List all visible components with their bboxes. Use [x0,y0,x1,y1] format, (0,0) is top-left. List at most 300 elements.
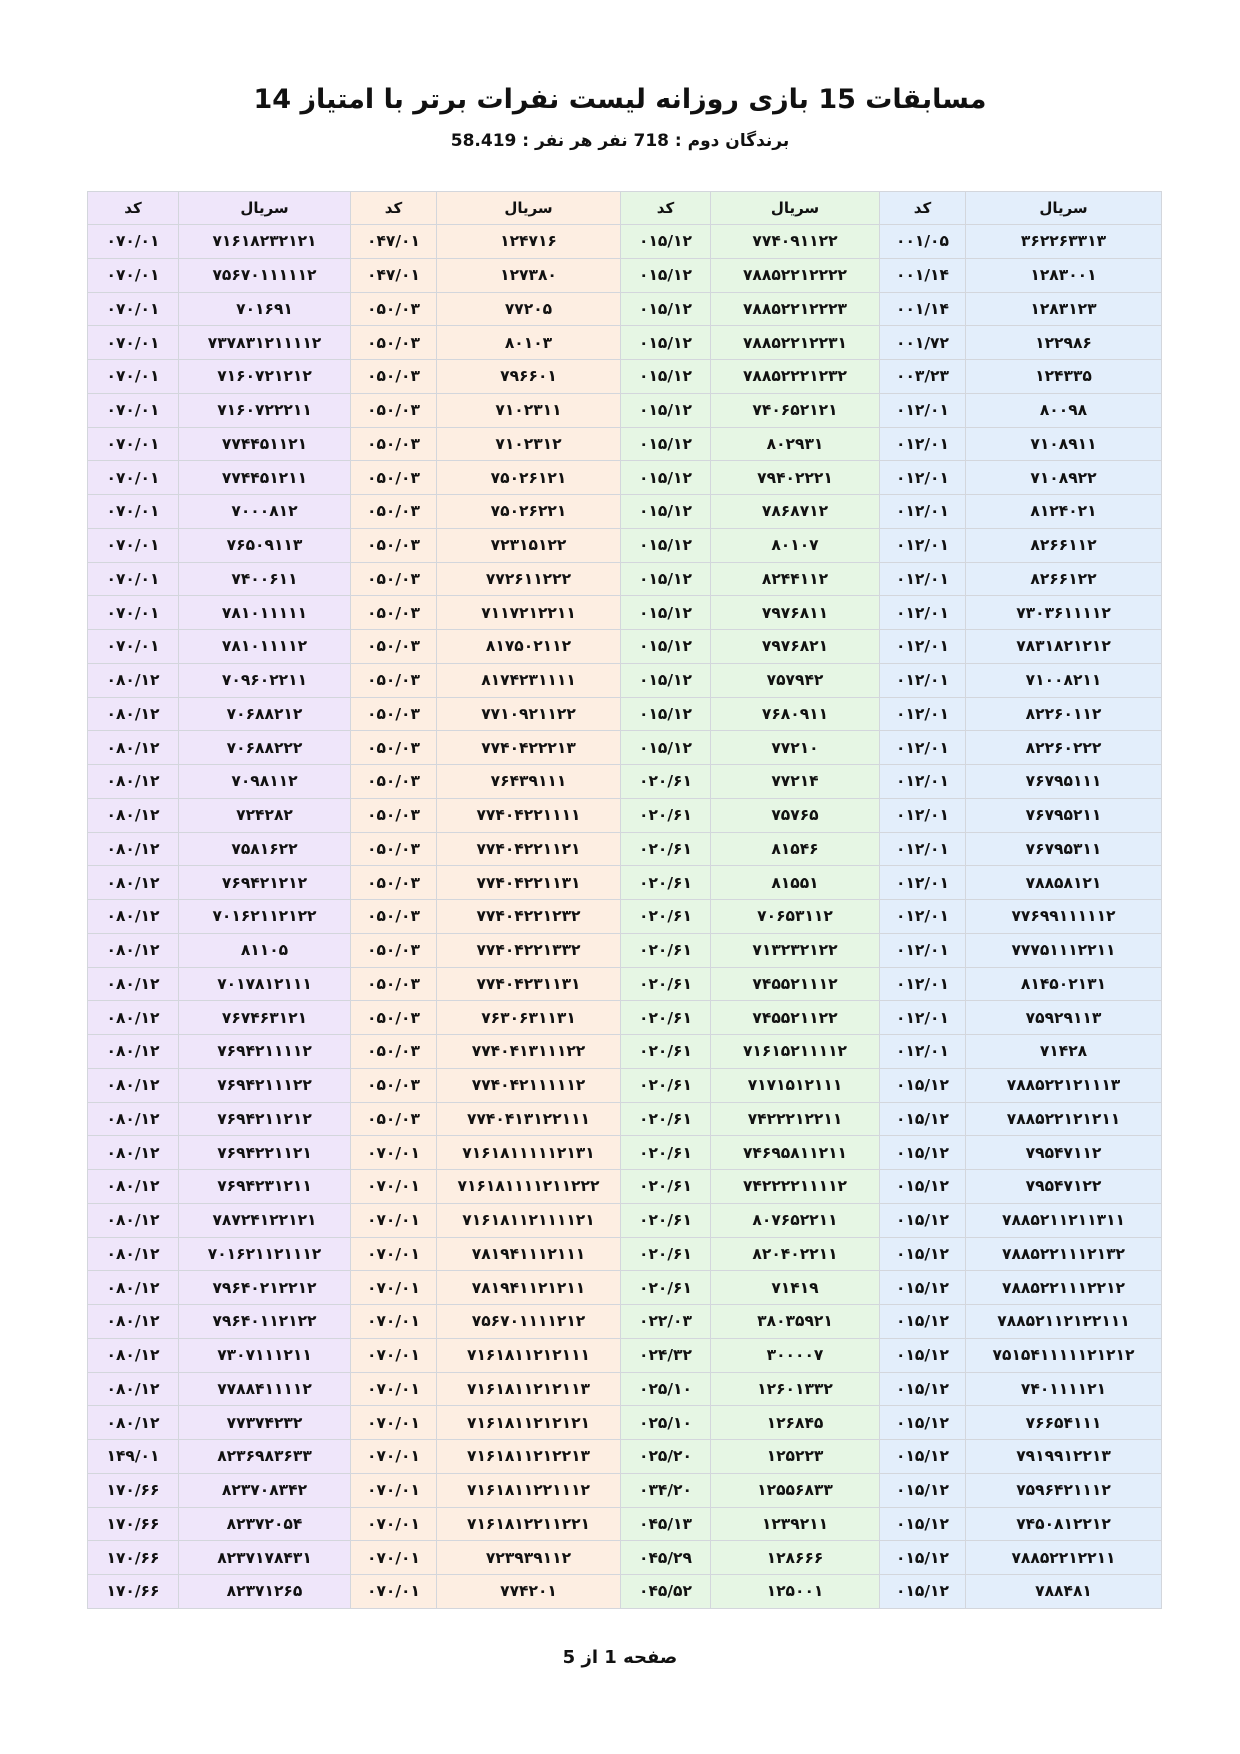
serial-cell: ۷۶۳۰۶۳۱۱۳۱ [437,1001,621,1035]
code-cell: ۰۷۰/۰۱ [88,326,179,360]
serial-cell: ۷۴۶۹۵۸۱۱۲۱۱ [711,1136,880,1170]
code-cell: ۰۸۰/۱۲ [88,900,179,934]
code-cell: ۰۱۲/۰۱ [880,866,966,900]
code-cell: ۰۵۰/۰۳ [351,1068,437,1102]
serial-cell: ۷۵۹۲۹۱۱۳ [966,1001,1162,1035]
serial-cell: ۷۳۷۸۳۱۲۱۱۱۱۲ [179,326,351,360]
serial-cell: ۸۲۰۴۰۲۲۱۱ [711,1237,880,1271]
code-cell: ۰۴۷/۰۱ [351,225,437,259]
serial-cell: ۷۴۰۰۶۱۱ [179,562,351,596]
table-row [88,292,1162,326]
serial-cell: ۸۰۲۹۳۱ [711,427,880,461]
serial-cell: ۸۲۳۶۹۸۳۶۳۳ [179,1440,351,1474]
serial-cell: ۷۸۸۵۲۲۱۱۱۲۲۱۲ [966,1271,1162,1305]
serial-cell: ۷۱۶۱۸۱۱۲۲۱۱۱۲ [437,1473,621,1507]
serial-cell: ۷۶۶۵۴۱۱۱ [966,1406,1162,1440]
serial-cell: ۷۸۸۵۲۲۱۲۱۱۱۳ [966,1068,1162,1102]
table-row [88,1237,1162,1271]
serial-cell: ۷۹۱۹۹۱۲۲۱۳ [966,1440,1162,1474]
serial-cell: ۷۷۴۰۴۲۲۲۱۳ [437,731,621,765]
code-cell: ۰۱۵/۱۲ [880,1136,966,1170]
serial-cell: ۷۴۰۱۱۱۱۲۱ [966,1372,1162,1406]
code-cell: ۰۲۰/۶۱ [621,1237,711,1271]
code-cell: ۰۸۰/۱۲ [88,663,179,697]
serial-cell: ۷۸۸۵۲۱۱۲۱۲۲۱۱۱ [966,1305,1162,1339]
code-cell: ۱۷۰/۶۶ [88,1541,179,1575]
serial-cell: ۳۸۰۳۵۹۲۱ [711,1305,880,1339]
serial-cell: ۷۲۳۹۳۹۱۱۲ [437,1541,621,1575]
table-row [88,1102,1162,1136]
code-cell: ۰۱۵/۱۲ [880,1575,966,1609]
serial-cell: ۳۰۰۰۰۷ [711,1338,880,1372]
code-cell: ۱۷۰/۶۶ [88,1507,179,1541]
serial-cell: ۷۸۸۴۸۱ [966,1575,1162,1609]
winners-table [87,191,1162,1609]
code-cell: ۰۱۲/۰۱ [880,393,966,427]
code-cell: ۰۷۰/۰۱ [88,461,179,495]
code-cell: ۰۲۰/۶۱ [621,1203,711,1237]
serial-cell: ۷۹۷۶۸۱۱ [711,596,880,630]
serial-cell: ۷۶۹۴۲۳۱۲۱۱ [179,1170,351,1204]
serial-cell: ۱۲۴۷۱۶ [437,225,621,259]
column-header-serial: سریال [437,192,621,225]
code-cell: ۰۸۰/۱۲ [88,1271,179,1305]
table-row [88,1170,1162,1204]
code-cell: ۰۱۵/۱۲ [621,258,711,292]
table-row [88,360,1162,394]
serial-cell: ۷۷۴۴۵۱۱۲۱ [179,427,351,461]
serial-cell: ۱۲۲۹۸۶ [966,326,1162,360]
code-cell: ۰۱۲/۰۱ [880,832,966,866]
table-row [88,866,1162,900]
code-cell: ۰۱۲/۰۱ [880,427,966,461]
code-cell: ۰۵۰/۰۳ [351,832,437,866]
code-cell: ۰۱۵/۱۲ [621,225,711,259]
serial-cell: ۷۹۶۴۰۲۱۲۲۱۲ [179,1271,351,1305]
serial-cell: ۸۲۳۷۲۰۵۴ [179,1507,351,1541]
code-cell: ۰۴۵/۵۲ [621,1575,711,1609]
serial-cell: ۷۹۴۰۲۲۲۱ [711,461,880,495]
code-cell: ۰۸۰/۱۲ [88,1406,179,1440]
table-row [88,528,1162,562]
code-cell: ۰۰۱/۰۵ [880,225,966,259]
code-cell: ۰۷۰/۰۱ [351,1136,437,1170]
code-cell: ۰۸۰/۱۲ [88,765,179,799]
serial-cell: ۳۶۲۲۶۳۳۱۳ [966,225,1162,259]
code-cell: ۰۲۰/۶۱ [621,900,711,934]
serial-cell: ۷۱۴۲۸ [966,1035,1162,1069]
serial-cell: ۱۲۶۸۴۵ [711,1406,880,1440]
code-cell: ۰۸۰/۱۲ [88,1136,179,1170]
code-cell: ۰۱۵/۱۲ [880,1068,966,1102]
code-cell: ۰۸۰/۱۲ [88,1237,179,1271]
serial-cell: ۷۸۸۵۲۲۱۲۲۲۲ [711,258,880,292]
serial-cell: ۷۷۴۰۴۲۲۱۱۳۱ [437,866,621,900]
serial-cell: ۷۷۴۰۴۲۲۱۲۳۲ [437,900,621,934]
code-cell: ۰۷۰/۰۱ [351,1473,437,1507]
code-cell: ۰۱۵/۱۲ [621,495,711,529]
serial-cell: ۷۵۱۵۴۱۱۱۱۱۲۱۲۱۲ [966,1338,1162,1372]
serial-cell: ۷۶۹۴۲۱۱۲۱۲ [179,1102,351,1136]
table-row [88,1001,1162,1035]
code-cell: ۰۷۰/۰۱ [88,258,179,292]
serial-cell: ۱۲۸۶۶۶ [711,1541,880,1575]
serial-cell: ۸۰۱۰۳ [437,326,621,360]
code-cell: ۰۷۰/۰۱ [351,1541,437,1575]
code-cell: ۰۱۲/۰۱ [880,630,966,664]
serial-cell: ۸۱۴۵۰۲۱۳۱ [966,967,1162,1001]
code-cell: ۰۱۵/۱۲ [621,731,711,765]
code-cell: ۰۵۰/۰۳ [351,1035,437,1069]
table-row [88,225,1162,259]
serial-cell: ۷۱۷۱۵۱۲۱۱۱ [711,1068,880,1102]
code-cell: ۰۵۰/۰۳ [351,360,437,394]
serial-cell: ۷۵۰۲۶۲۲۱ [437,495,621,529]
column-header-code: کد [351,192,437,225]
code-cell: ۰۳۴/۲۰ [621,1473,711,1507]
code-cell: ۰۷۰/۰۱ [88,596,179,630]
code-cell: ۰۷۰/۰۱ [351,1440,437,1474]
table-row [88,832,1162,866]
serial-cell: ۷۶۷۹۵۲۱۱ [966,798,1162,832]
code-cell: ۰۸۰/۱۲ [88,1372,179,1406]
serial-cell: ۷۷۳۷۴۲۳۲ [179,1406,351,1440]
code-cell: ۰۷۰/۰۱ [351,1507,437,1541]
code-cell: ۰۷۰/۰۱ [351,1372,437,1406]
code-cell: ۰۸۰/۱۲ [88,697,179,731]
table-row [88,1068,1162,1102]
table-row [88,933,1162,967]
table-row [88,326,1162,360]
code-cell: ۰۲۰/۶۱ [621,1035,711,1069]
code-cell: ۰۱۵/۱۲ [880,1305,966,1339]
serial-cell: ۷۰۱۷۸۱۲۱۱۱ [179,967,351,1001]
table-row [88,1473,1162,1507]
code-cell: ۰۲۰/۶۱ [621,933,711,967]
code-cell: ۰۲۵/۱۰ [621,1372,711,1406]
serial-cell: ۷۱۰۸۹۲۲ [966,461,1162,495]
serial-cell: ۷۱۶۱۸۲۳۲۱۲۱ [179,225,351,259]
serial-cell: ۷۰۱۶۲۱۱۲۱۲۲ [179,900,351,934]
code-cell: ۰۵۰/۰۳ [351,967,437,1001]
table-row [88,495,1162,529]
code-cell: ۰۸۰/۱۲ [88,832,179,866]
serial-cell: ۷۷۷۵۱۱۱۲۲۱۱ [966,933,1162,967]
serial-cell: ۷۰۶۵۳۱۱۲ [711,900,880,934]
serial-cell: ۷۱۶۰۷۲۱۲۱۲ [179,360,351,394]
code-cell: ۰۵۰/۰۳ [351,393,437,427]
serial-cell: ۸۱۵۵۱ [711,866,880,900]
code-cell: ۰۱۲/۰۱ [880,1001,966,1035]
code-cell: ۰۱۵/۱۲ [621,427,711,461]
code-cell: ۰۵۰/۰۳ [351,765,437,799]
code-cell: ۰۵۰/۰۳ [351,596,437,630]
column-header-serial: سریال [711,192,880,225]
code-cell: ۰۲۰/۶۱ [621,1068,711,1102]
code-cell: ۰۱۲/۰۱ [880,967,966,1001]
serial-cell: ۱۲۳۹۲۱۱ [711,1507,880,1541]
code-cell: ۱۷۰/۶۶ [88,1473,179,1507]
code-cell: ۰۲۰/۶۱ [621,1102,711,1136]
code-cell: ۰۷۰/۰۱ [88,292,179,326]
code-cell: ۰۲۵/۱۰ [621,1406,711,1440]
code-cell: ۰۷۰/۰۱ [351,1237,437,1271]
code-cell: ۰۸۰/۱۲ [88,731,179,765]
serial-cell: ۷۱۰۰۸۲۱۱ [966,663,1162,697]
serial-cell: ۸۲۴۴۱۱۲ [711,562,880,596]
serial-cell: ۸۲۶۶۱۲۲ [966,562,1162,596]
code-cell: ۰۱۵/۱۲ [621,528,711,562]
serial-cell: ۷۳۰۷۱۱۱۲۱۱ [179,1338,351,1372]
code-cell: ۰۷۰/۰۱ [88,562,179,596]
table-row [88,663,1162,697]
code-cell: ۰۰۱/۷۲ [880,326,966,360]
code-cell: ۰۷۰/۰۱ [88,528,179,562]
code-cell: ۰۲۵/۲۰ [621,1440,711,1474]
serial-cell: ۷۶۸۰۹۱۱ [711,697,880,731]
serial-cell: ۷۰۱۶۹۱ [179,292,351,326]
code-cell: ۰۵۰/۰۳ [351,630,437,664]
table-row [88,1406,1162,1440]
serial-cell: ۷۷۴۰۹۱۱۲۲ [711,225,880,259]
serial-cell: ۷۶۹۴۲۲۱۱۲۱ [179,1136,351,1170]
code-cell: ۰۱۲/۰۱ [880,798,966,832]
serial-cell: ۷۱۶۱۸۱۱۲۱۲۱۱۱ [437,1338,621,1372]
serial-cell: ۷۸۳۱۸۲۱۲۱۲ [966,630,1162,664]
serial-cell: ۷۱۶۱۸۱۱۲۱۲۲۱۳ [437,1440,621,1474]
code-cell: ۰۵۰/۰۳ [351,326,437,360]
serial-cell: ۷۸۸۵۲۲۲۱۲۳۲ [711,360,880,394]
code-cell: ۰۷۰/۰۱ [351,1271,437,1305]
code-cell: ۰۸۰/۱۲ [88,933,179,967]
code-cell: ۰۷۰/۰۱ [88,225,179,259]
code-cell: ۰۲۰/۶۱ [621,967,711,1001]
code-cell: ۰۱۲/۰۱ [880,528,966,562]
table-row [88,596,1162,630]
column-header-code: کد [88,192,179,225]
code-cell: ۰۱۵/۱۲ [621,630,711,664]
serial-cell: ۷۴۲۲۲۲۱۱۱۱۲ [711,1170,880,1204]
serial-cell: ۷۹۵۴۷۱۱۲ [966,1136,1162,1170]
serial-cell: ۷۷۴۰۴۲۱۱۱۱۱۲ [437,1068,621,1102]
serial-cell: ۷۵۰۲۶۱۲۱ [437,461,621,495]
code-cell: ۰۵۰/۰۳ [351,900,437,934]
serial-cell: ۷۰۰۰۸۱۲ [179,495,351,529]
page-subtitle: برندگان دوم : 718 نفر هر نفر : 58.419 [450,131,790,151]
code-cell: ۰۱۵/۱۲ [621,562,711,596]
code-cell: ۰۵۰/۰۳ [351,562,437,596]
code-cell: ۰۷۰/۰۱ [351,1406,437,1440]
code-cell: ۰۱۲/۰۱ [880,933,966,967]
code-cell: ۰۲۰/۶۱ [621,1271,711,1305]
code-cell: ۰۴۵/۱۳ [621,1507,711,1541]
serial-cell: ۷۱۶۱۸۱۱۲۱۲۱۱۳ [437,1372,621,1406]
serial-cell: ۷۲۴۲۸۲ [179,798,351,832]
code-cell: ۰۵۰/۰۳ [351,1102,437,1136]
column-header-code: کد [621,192,711,225]
serial-cell: ۷۸۱۹۴۱۱۱۲۱۱۱ [437,1237,621,1271]
code-cell: ۰۸۰/۱۲ [88,1001,179,1035]
serial-cell: ۷۷۸۸۴۱۱۱۱۲ [179,1372,351,1406]
code-cell: ۰۱۵/۱۲ [621,663,711,697]
code-cell: ۰۱۵/۱۲ [880,1271,966,1305]
code-cell: ۰۲۰/۶۱ [621,832,711,866]
serial-cell: ۷۵۶۷۰۱۱۱۱۲۱۲ [437,1305,621,1339]
serial-cell: ۷۱۶۰۷۲۲۲۱۱ [179,393,351,427]
serial-cell: ۷۵۷۶۵ [711,798,880,832]
code-cell: ۰۰۱/۱۴ [880,258,966,292]
serial-cell: ۷۸۸۵۲۲۱۲۲۱۱ [966,1541,1162,1575]
code-cell: ۰۱۵/۱۲ [621,360,711,394]
serial-cell: ۱۲۵۰۰۱ [711,1575,880,1609]
serial-cell: ۷۶۹۴۲۱۱۱۱۲ [179,1035,351,1069]
code-cell: ۰۱۲/۰۱ [880,495,966,529]
code-cell: ۰۲۰/۶۱ [621,798,711,832]
table-row [88,1305,1162,1339]
code-cell: ۰۵۰/۰۳ [351,663,437,697]
serial-cell: ۷۷۴۲۰۱ [437,1575,621,1609]
serial-cell: ۷۷۴۰۴۲۲۱۱۱۱ [437,798,621,832]
code-cell: ۰۸۰/۱۲ [88,1203,179,1237]
code-cell: ۰۲۰/۶۱ [621,1001,711,1035]
serial-cell: ۱۲۴۳۳۵ [966,360,1162,394]
serial-cell: ۷۷۲۱۴ [711,765,880,799]
serial-cell: ۷۰۶۸۸۲۲۲ [179,731,351,765]
serial-cell: ۷۱۶۱۸۱۱۱۱۲۱۱۲۲۲ [437,1170,621,1204]
code-cell: ۰۵۰/۰۳ [351,292,437,326]
code-cell: ۰۷۰/۰۱ [88,495,179,529]
serial-cell: ۸۲۳۷۰۸۳۴۲ [179,1473,351,1507]
code-cell: ۰۸۰/۱۲ [88,1338,179,1372]
code-cell: ۰۸۰/۱۲ [88,1305,179,1339]
code-cell: ۰۲۰/۶۱ [621,1136,711,1170]
code-cell: ۰۷۰/۰۱ [351,1203,437,1237]
table-row [88,1271,1162,1305]
table-header-row [88,192,1162,225]
table-row [88,765,1162,799]
code-cell: ۰۱۵/۱۲ [621,461,711,495]
serial-cell: ۷۱۰۸۹۱۱ [966,427,1162,461]
table-row [88,1136,1162,1170]
serial-cell: ۷۱۶۱۸۱۱۱۱۱۲۱۳۱ [437,1136,621,1170]
serial-cell: ۷۴۰۶۵۲۱۲۱ [711,393,880,427]
serial-cell: ۷۷۲۶۱۱۲۲۲ [437,562,621,596]
serial-cell: ۷۷۴۰۴۱۳۱۱۱۲۲ [437,1035,621,1069]
code-cell: ۰۱۵/۱۲ [880,1372,966,1406]
table-row [88,900,1162,934]
serial-cell: ۷۶۷۹۵۳۱۱ [966,832,1162,866]
table-row [88,731,1162,765]
code-cell: ۰۵۰/۰۳ [351,866,437,900]
code-cell: ۰۱۲/۰۱ [880,900,966,934]
serial-cell: ۷۸۸۵۲۲۱۱۱۲۱۳۲ [966,1237,1162,1271]
serial-cell: ۱۲۷۳۸۰ [437,258,621,292]
column-header-code: کد [880,192,966,225]
code-cell: ۰۱۵/۱۲ [621,292,711,326]
code-cell: ۰۱۵/۱۲ [621,697,711,731]
serial-cell: ۷۲۳۱۵۱۲۲ [437,528,621,562]
code-cell: ۰۱۲/۰۱ [880,765,966,799]
code-cell: ۰۲۰/۶۱ [621,866,711,900]
serial-cell: ۷۰۹۸۱۱۲ [179,765,351,799]
code-cell: ۰۱۲/۰۱ [880,596,966,630]
code-cell: ۰۵۰/۰۳ [351,933,437,967]
serial-cell: ۷۹۶۶۰۱ [437,360,621,394]
serial-cell: ۸۱۷۴۲۳۱۱۱۱ [437,663,621,697]
code-cell: ۰۱۲/۰۱ [880,1035,966,1069]
serial-cell: ۷۷۲۱۰ [711,731,880,765]
serial-cell: ۷۸۱۰۱۱۱۱۲ [179,630,351,664]
code-cell: ۰۷۰/۰۱ [351,1305,437,1339]
table-row [88,798,1162,832]
code-cell: ۰۴۵/۲۹ [621,1541,711,1575]
code-cell: ۰۸۰/۱۲ [88,1170,179,1204]
code-cell: ۰۱۵/۱۲ [621,326,711,360]
serial-cell: ۷۱۳۲۳۲۱۲۲ [711,933,880,967]
table-row [88,1035,1162,1069]
code-cell: ۰۵۰/۰۳ [351,461,437,495]
serial-cell: ۷۸۷۲۴۱۲۲۱۲۱ [179,1203,351,1237]
serial-cell: ۱۲۸۳۰۰۱ [966,258,1162,292]
code-cell: ۰۲۰/۶۱ [621,765,711,799]
code-cell: ۰۱۲/۰۱ [880,461,966,495]
code-cell: ۰۱۵/۱۲ [880,1237,966,1271]
serial-cell: ۷۴۵۵۲۱۱۲۲ [711,1001,880,1035]
code-cell: ۰۲۲/۰۳ [621,1305,711,1339]
code-cell: ۰۵۰/۰۳ [351,798,437,832]
serial-cell: ۸۱۷۵۰۲۱۱۲ [437,630,621,664]
code-cell: ۰۱۵/۱۲ [880,1203,966,1237]
code-cell: ۰۷۰/۰۱ [351,1575,437,1609]
table-row [88,1372,1162,1406]
serial-cell: ۷۸۱۹۴۱۱۲۱۲۱۱ [437,1271,621,1305]
serial-cell: ۷۷۴۰۴۲۲۱۱۲۱ [437,832,621,866]
table-row [88,258,1162,292]
serial-cell: ۷۶۴۳۹۱۱۱ [437,765,621,799]
table-row [88,1203,1162,1237]
serial-cell: ۷۶۷۴۶۳۱۲۱ [179,1001,351,1035]
table-row [88,427,1162,461]
page-title: مسابقات 15 بازی روزانه لیست نفرات برتر با امتیاز 14 [253,84,987,115]
code-cell: ۰۸۰/۱۲ [88,866,179,900]
page-number: صفحه 1 از 5 [562,1647,678,1668]
serial-cell: ۷۸۸۵۲۲۱۲۱۲۱۱ [966,1102,1162,1136]
code-cell: ۰۲۰/۶۱ [621,1170,711,1204]
code-cell: ۰۸۰/۱۲ [88,798,179,832]
code-cell: ۰۸۰/۱۲ [88,1035,179,1069]
code-cell: ۰۵۰/۰۳ [351,731,437,765]
code-cell: ۰۱۲/۰۱ [880,697,966,731]
code-cell: ۰۷۰/۰۱ [351,1170,437,1204]
code-cell: ۰۸۰/۱۲ [88,967,179,1001]
table-row [88,967,1162,1001]
serial-cell: ۷۶۹۴۲۱۲۱۲ [179,866,351,900]
serial-cell: ۷۷۶۹۹۱۱۱۱۱۲ [966,900,1162,934]
serial-cell: ۷۰۱۶۲۱۱۲۱۱۱۲ [179,1237,351,1271]
serial-cell: ۱۲۵۵۶۸۳۳ [711,1473,880,1507]
serial-cell: ۸۰۰۹۸ [966,393,1162,427]
code-cell: ۰۴۷/۰۱ [351,258,437,292]
table-row [88,1507,1162,1541]
serial-cell: ۸۰۷۶۵۲۲۱۱ [711,1203,880,1237]
serial-cell: ۷۱۰۲۳۱۲ [437,427,621,461]
serial-cell: ۷۰۹۶۰۲۲۱۱ [179,663,351,697]
code-cell: ۰۱۵/۱۲ [880,1102,966,1136]
code-cell: ۰۸۰/۱۲ [88,1102,179,1136]
serial-cell: ۷۷۲۰۵ [437,292,621,326]
code-cell: ۰۱۵/۱۲ [880,1541,966,1575]
serial-cell: ۱۲۶۰۱۳۳۲ [711,1372,880,1406]
